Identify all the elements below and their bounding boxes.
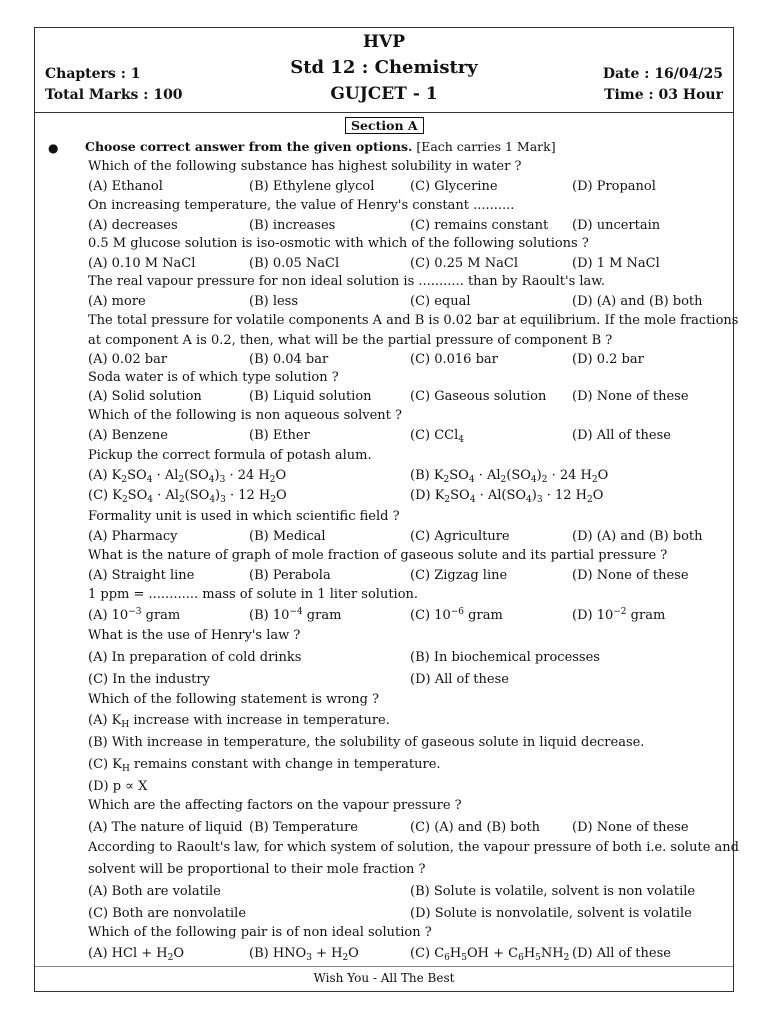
question-16: Which of the following pair is of non ideal solution ? [88,925,432,940]
q16-option-d: (D) All of these [572,946,671,961]
q2-option-c: (C) remains constant [410,218,549,233]
q4-option-c: (C) equal [410,294,471,309]
question-7: Which of the following is non aqueous solvent ? [88,408,402,423]
q3-option-a: (A) 0.10 M NaCl [88,256,196,271]
exam-title: GUJCET - 1 [330,84,438,104]
q14-option-a: (A) The nature of liquid [88,820,243,835]
q7-option-d: (D) All of these [572,428,671,443]
subject-title: Std 12 : Chemistry [290,57,478,78]
q13-option-a: (A) $K_H$ increase with increase in temperature. [88,713,390,730]
question-4: The real vapour pressure for non ideal solution is ........... than by Raoult's law. [88,274,606,289]
q15-option-d: (D) Solute is nonvolatile, solvent is volatile [410,906,692,921]
paper-frame [34,27,739,992]
q6-option-c: (C) Gaseous solution [410,389,547,404]
question-10: What is the nature of graph of mole fraction of gaseous solute and its partial pressure ? [88,548,668,563]
q3-option-b: (B) 0.05 NaCl [249,256,340,271]
q11-option-b: (B) $10^{-4}$ gram [249,607,342,623]
q1-option-d: (D) Propanol [572,179,656,194]
q5-option-c: (C) 0.016 bar [410,352,498,367]
time-label: Time : 03 Hour [604,87,723,103]
chapters-label: Chapters : 1 [45,66,141,82]
q7-option-c: (C) CCl$_4$ [410,428,465,445]
q8-option-c: (C) $K_2SO_4 \cdot Al_2(SO_4)_3 \cdot 12$ $H_2O$ [88,488,287,505]
q10-option-d: (D) None of these [572,568,689,583]
q2-option-b: (B) increases [249,218,336,233]
question-11: 1 ppm = ............ mass of solute in 1 liter solution. [88,587,419,602]
bullet-icon: ● [48,141,59,155]
footer-message: Wish You - All The Best [313,971,455,985]
q16-option-b: (B) $HNO_3 + H_2O$ [249,946,359,963]
q10-option-b: (B) Perabola [249,568,331,583]
instruction-marks: [Each carries 1 Mark] [412,139,556,154]
school-name: HVP [362,32,406,52]
q3-option-c: (C) 0.25 M NaCl [410,256,518,271]
q12-option-b: (B) In biochemical processes [410,650,600,665]
q13-option-c: (C) $K_H$ remains constant with change in temperature. [88,757,441,774]
q8-option-a: (A) $K_2SO_4 \cdot Al_2(SO_4)_3 \cdot 24$ $H_2O$ [88,468,287,485]
question-15: According to Raoult's law, for which system of solution, the vapour pressure of both i.e. solute and [88,840,739,855]
q16-option-a: (A) HCl + $H_2O$ [88,946,185,963]
q9-option-d: (D) (A) and (B) both [572,529,703,544]
q14-option-c: (C) (A) and (B) both [410,820,541,835]
q6-option-d: (D) None of these [572,389,689,404]
q12-option-a: (A) In preparation of cold drinks [88,650,302,665]
question-14: Which are the affecting factors on the vapour pressure ? [88,798,462,813]
total-marks-label: Total Marks : 100 [45,87,183,103]
q5-option-a: (A) 0.02 bar [88,352,168,367]
paper-header [35,28,733,112]
q10-option-a: (A) Straight line [88,568,195,583]
q6-option-a: (A) Solid solution [88,389,202,404]
q7-option-b: (B) Ether [249,428,310,443]
q15-option-c: (C) Both are nonvolatile [88,906,247,921]
q14-option-b: (B) Temperature [249,820,358,835]
footer-divider [35,966,733,967]
question-15-line-2: solvent will be proportional to their mole fraction ? [88,862,426,877]
q9-option-a: (A) Pharmacy [88,529,178,544]
q4-option-d: (D) (A) and (B) both [572,294,703,309]
q1-option-b: (B) Ethylene glycol [249,179,375,194]
q12-option-c: (C) In the industry [88,672,210,687]
q1-option-a: (A) Ethanol [88,179,163,194]
q4-option-a: (A) more [88,294,146,309]
q15-option-a: (A) Both are volatile [88,884,221,899]
question-13: Which of the following statement is wrong ? [88,692,380,707]
question-12: What is the use of Henry's law ? [88,628,301,643]
question-9: Formality unit is used in which scientific field ? [88,509,400,524]
q14-option-d: (D) None of these [572,820,689,835]
question-8: Pickup the correct formula of potash alum. [88,448,372,463]
q2-option-d: (D) uncertain [572,218,661,233]
q16-option-c: (C) $C_6H_5OH + C_6H_5NH_2$ [410,946,570,963]
q6-option-b: (B) Liquid solution [249,389,372,404]
q13-option-b: (B) With increase in temperature, the solubility of gaseous solute in liquid decrease. [88,735,645,750]
q13-option-d: (D) p ∝ X [88,779,148,794]
instruction-main: Choose correct answer from the given options. [85,139,413,154]
q11-option-c: (C) $10^{-6}$ gram [410,607,503,623]
question-5: The total pressure for volatile components A and B is 0.02 bar at equilibrium. If the mole fractions [88,313,739,328]
question-3: 0.5 M glucose solution is iso-osmotic with which of the following solutions ? [88,236,589,251]
q7-option-a: (A) Benzene [88,428,168,443]
q9-option-b: (B) Medical [249,529,326,544]
section-label: Section A [345,117,424,134]
date-label: Date : 16/04/25 [602,66,723,82]
q5-option-b: (B) 0.04 bar [249,352,329,367]
header-divider [35,112,733,113]
instruction [85,139,556,154]
q15-option-b: (B) Solute is volatile, solvent is non volatile [410,884,696,899]
question-1: Which of the following substance has highest solubility in water ? [88,159,522,174]
q8-option-d: (D) $K_2SO_4 \cdot Al(SO_4)_3 \cdot 12$ $H_2O$ [410,488,604,505]
q1-option-c: (C) Glycerine [410,179,498,194]
q12-option-d: (D) All of these [410,672,509,687]
q3-option-d: (D) 1 M NaCl [572,256,660,271]
q11-option-d: (D) $10^{-2}$ gram [572,607,666,623]
q9-option-c: (C) Agriculture [410,529,510,544]
question-2: On increasing temperature, the value of Henry's constant .......... [88,198,515,213]
q8-option-b: (B) $K_2SO_4 \cdot Al_2(SO_4)_2 \cdot 24$ $H_2O$ [410,468,609,485]
question-5-line-2: at component A is 0.2, then, what will be the partial pressure of component B ? [88,333,613,348]
q10-option-c: (C) Zigzag line [410,568,508,583]
q11-option-a: (A) $10^{-3}$ gram [88,607,181,623]
question-6: Soda water is of which type solution ? [88,370,339,385]
q5-option-d: (D) 0.2 bar [572,352,644,367]
q2-option-a: (A) decreases [88,218,178,233]
q4-option-b: (B) less [249,294,299,309]
